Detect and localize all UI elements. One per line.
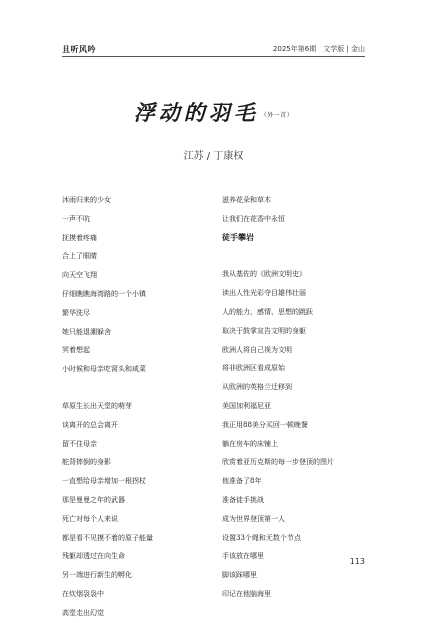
poem-line: 残躯却透过在向生命 (62, 552, 125, 561)
poem2-title: 徒手攀岩 (222, 232, 254, 242)
issue-info: 2025年第6期 文学版 | 金山 (272, 45, 365, 53)
poem-line: 人的能力、感情、思想的跳跃 (222, 307, 313, 316)
poem-line: 他准备了8年 (222, 477, 262, 486)
left-column (62, 191, 207, 623)
poem-line: 从欧洲的英格兰迁移到 (222, 383, 292, 392)
poem-line: 取决于鼓掌宣告文明的身躯 (222, 326, 306, 335)
poem-line: 舵背摔倒的身影 (62, 458, 111, 467)
stanza-break (62, 379, 207, 397)
poem-line: 欣赏着亚历克斯的每一步登顶的图片 (222, 458, 334, 467)
poem-line: 让我们在花香中永恒 (222, 214, 285, 223)
poem-line: 欧洲人将自己视为文明 (222, 345, 292, 354)
poem-line: 印记在他脑海里 (222, 589, 271, 598)
poem-line: 冥着想起 (62, 346, 90, 355)
poem-line: 在炊烟袅袅中 (62, 589, 104, 598)
right-column (222, 191, 367, 604)
poem-line: 美国加利福尼亚 (222, 401, 271, 410)
poem-line: 向天空飞翔 (62, 271, 97, 280)
poem-line: 那是曼曼之年的武器 (62, 495, 125, 504)
poem-line: 读出人性光彩夺目雄伟壮丽 (222, 289, 306, 298)
poem-line: 小时候和母亲吃窝头和咸菜 (62, 365, 146, 374)
poem-line: 另一端进行新生的孵化 (62, 571, 132, 580)
poem-line: 死亡对每个人来说 (62, 514, 118, 523)
poem-line: 抚摸着疼痛 (62, 233, 97, 242)
poem-line: 滋养花朵和草木 (222, 196, 271, 204)
poem-line: 准备徒手挑战 (222, 495, 264, 504)
page-number: 113 (349, 557, 365, 566)
poem-title-note: （外一首） (260, 112, 294, 119)
poem-line: 设置33个绳和无数个节点 (222, 533, 301, 542)
poem-line: 留不住母亲 (62, 439, 97, 448)
poem-line: 一直想给母亲增加一根拐杖 (62, 477, 146, 486)
poem-line: 谈离开的总会离开 (62, 420, 118, 429)
poem-line: 将非欧洲区看成原始 (222, 364, 285, 373)
poem-line: 成为世界登顶第一人 (222, 514, 285, 523)
poem-line: 脚该踩哪里 (222, 571, 257, 580)
header-divider (62, 56, 365, 57)
poem-line: 我从基佐的《欧洲文明史》 (222, 270, 306, 279)
poem-line: 她只能退潮躲舍 (62, 327, 111, 336)
poem-line: 手该放在哪里 (222, 552, 264, 561)
poem-line: 合上了眼睛 (62, 252, 97, 261)
poem-title-text: 浮动的羽毛 (133, 100, 259, 125)
poem-line: 草原生长出天堂的萌芽 (62, 401, 132, 410)
poem-line: 都是看不见摸不着的原子能量 (62, 533, 153, 542)
poem-line: 一声不吭 (62, 214, 90, 223)
poem-line: 高堂走出幻觉 (62, 608, 104, 617)
poem-line: 我正用88美分买回一顿晚餐 (222, 420, 308, 429)
author-line: 江苏 / 丁康权 (183, 151, 244, 162)
poem-line: 仔细瞧瞧海湾路的一个小镇 (62, 289, 146, 298)
column-name: 且听风吟 (62, 45, 96, 54)
poem-title (0, 97, 427, 127)
poem-line: 繁华洗尽 (62, 308, 90, 317)
poem-line: 躺在房车的床铺上 (222, 439, 278, 448)
stanza-break (222, 247, 367, 265)
poem-line: 沐雨归来的少女 (62, 196, 111, 204)
